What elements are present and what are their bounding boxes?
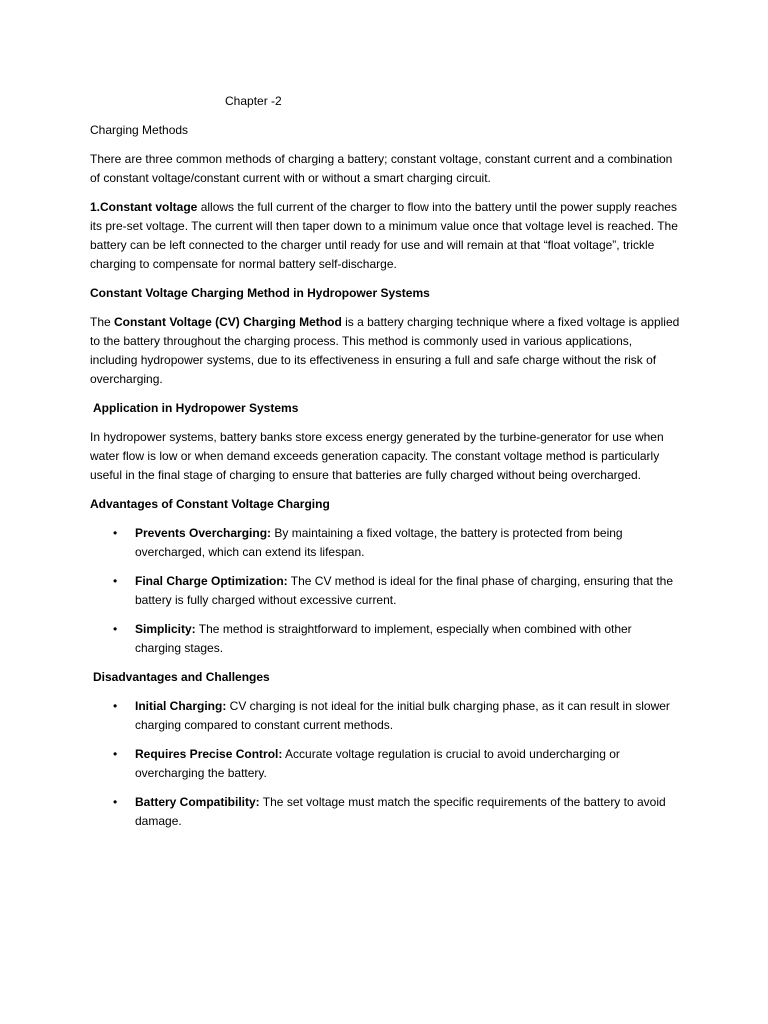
- bullet-icon: •: [113, 747, 118, 761]
- list-item: [90, 745, 680, 783]
- application-paragraph: In hydropower systems, battery banks store excess energy generated by the turbine-generator for use when water flow is low or when demand exceeds generation capacity. The constant voltage method is particularly useful in the final stage of charging to ensure that batteries are fully charged without being overcharged.: [90, 430, 664, 482]
- disadvantages-heading: Disadvantages and Challenges: [93, 670, 270, 684]
- cv-definition-pre: The: [90, 315, 115, 329]
- list-item-text: The method is straightforward to implement, especially when combined with other charging stages.: [135, 622, 632, 655]
- cv-definition-paragraph: [90, 313, 680, 389]
- list-item-term: Prevents Overcharging:: [135, 526, 272, 540]
- hydropower-heading: Constant Voltage Charging Method in Hydropower Systems: [90, 286, 430, 300]
- list-item: [90, 620, 680, 658]
- list-item-term: Final Charge Optimization:: [135, 574, 288, 588]
- list-item-term: Initial Charging:: [135, 699, 227, 713]
- bullet-icon: •: [113, 574, 118, 588]
- list-item-term: Battery Compatibility:: [135, 795, 260, 809]
- bullet-icon: •: [113, 622, 118, 636]
- constant-voltage-paragraph: [90, 198, 680, 274]
- list-item: [90, 524, 680, 562]
- list-item-text: The set voltage must match the specific requirements of the battery to avoid damage.: [135, 795, 666, 828]
- list-item-text: Accurate voltage regulation is crucial to avoid undercharging or overcharging the battery.: [135, 747, 620, 780]
- constant-voltage-lead: 1.Constant voltage: [90, 200, 198, 214]
- cv-definition-post: is a battery charging technique where a fixed voltage is applied to the battery throughout the charging process. This method is commonly used in various applications, including hydropower systems, due to its effectiveness in ensuring a full and safe charge without the risk of overcharging.: [90, 315, 680, 386]
- intro-paragraph: There are three common methods of charging a battery; constant voltage, constant current and a combination of constant voltage/constant current with or without a smart charging circuit.: [90, 152, 673, 185]
- list-item-term: Requires Precise Control:: [135, 747, 283, 761]
- list-item-text: CV charging is not ideal for the initial bulk charging phase, as it can result in slower charging compared to constant current methods.: [135, 699, 670, 732]
- document-page: [90, 92, 680, 841]
- cv-definition-term: Constant Voltage (CV) Charging Method: [114, 315, 342, 329]
- list-item: [90, 572, 680, 610]
- list-item-text: The CV method is ideal for the final phase of charging, ensuring that the battery is fully charged without excessive current.: [135, 574, 674, 607]
- bullet-icon: •: [113, 699, 118, 713]
- list-item: [90, 697, 680, 735]
- constant-voltage-text: allows the full current of the charger to flow into the battery until the power supply reaches its pre-set voltage. The current will then taper down to a minimum value once that voltage level is reached. The battery can be left connected to the charger until ready for use and will remain at that “float voltage”, trickle charging to compensate for normal battery self-discharge.: [90, 200, 678, 271]
- list-item-text: By maintaining a fixed voltage, the battery is protected from being overcharged, which can extend its lifespan.: [135, 526, 623, 559]
- list-item: [90, 793, 680, 831]
- chapter-label: Chapter -2: [225, 94, 282, 108]
- bullet-icon: •: [113, 795, 118, 809]
- bullet-icon: •: [113, 526, 118, 540]
- application-heading: Application in Hydropower Systems: [93, 401, 299, 415]
- disadvantages-list: [90, 697, 680, 831]
- advantages-list: [90, 524, 680, 658]
- section-title: Charging Methods: [90, 123, 189, 137]
- advantages-heading: Advantages of Constant Voltage Charging: [90, 497, 330, 511]
- list-item-term: Simplicity:: [135, 622, 196, 636]
